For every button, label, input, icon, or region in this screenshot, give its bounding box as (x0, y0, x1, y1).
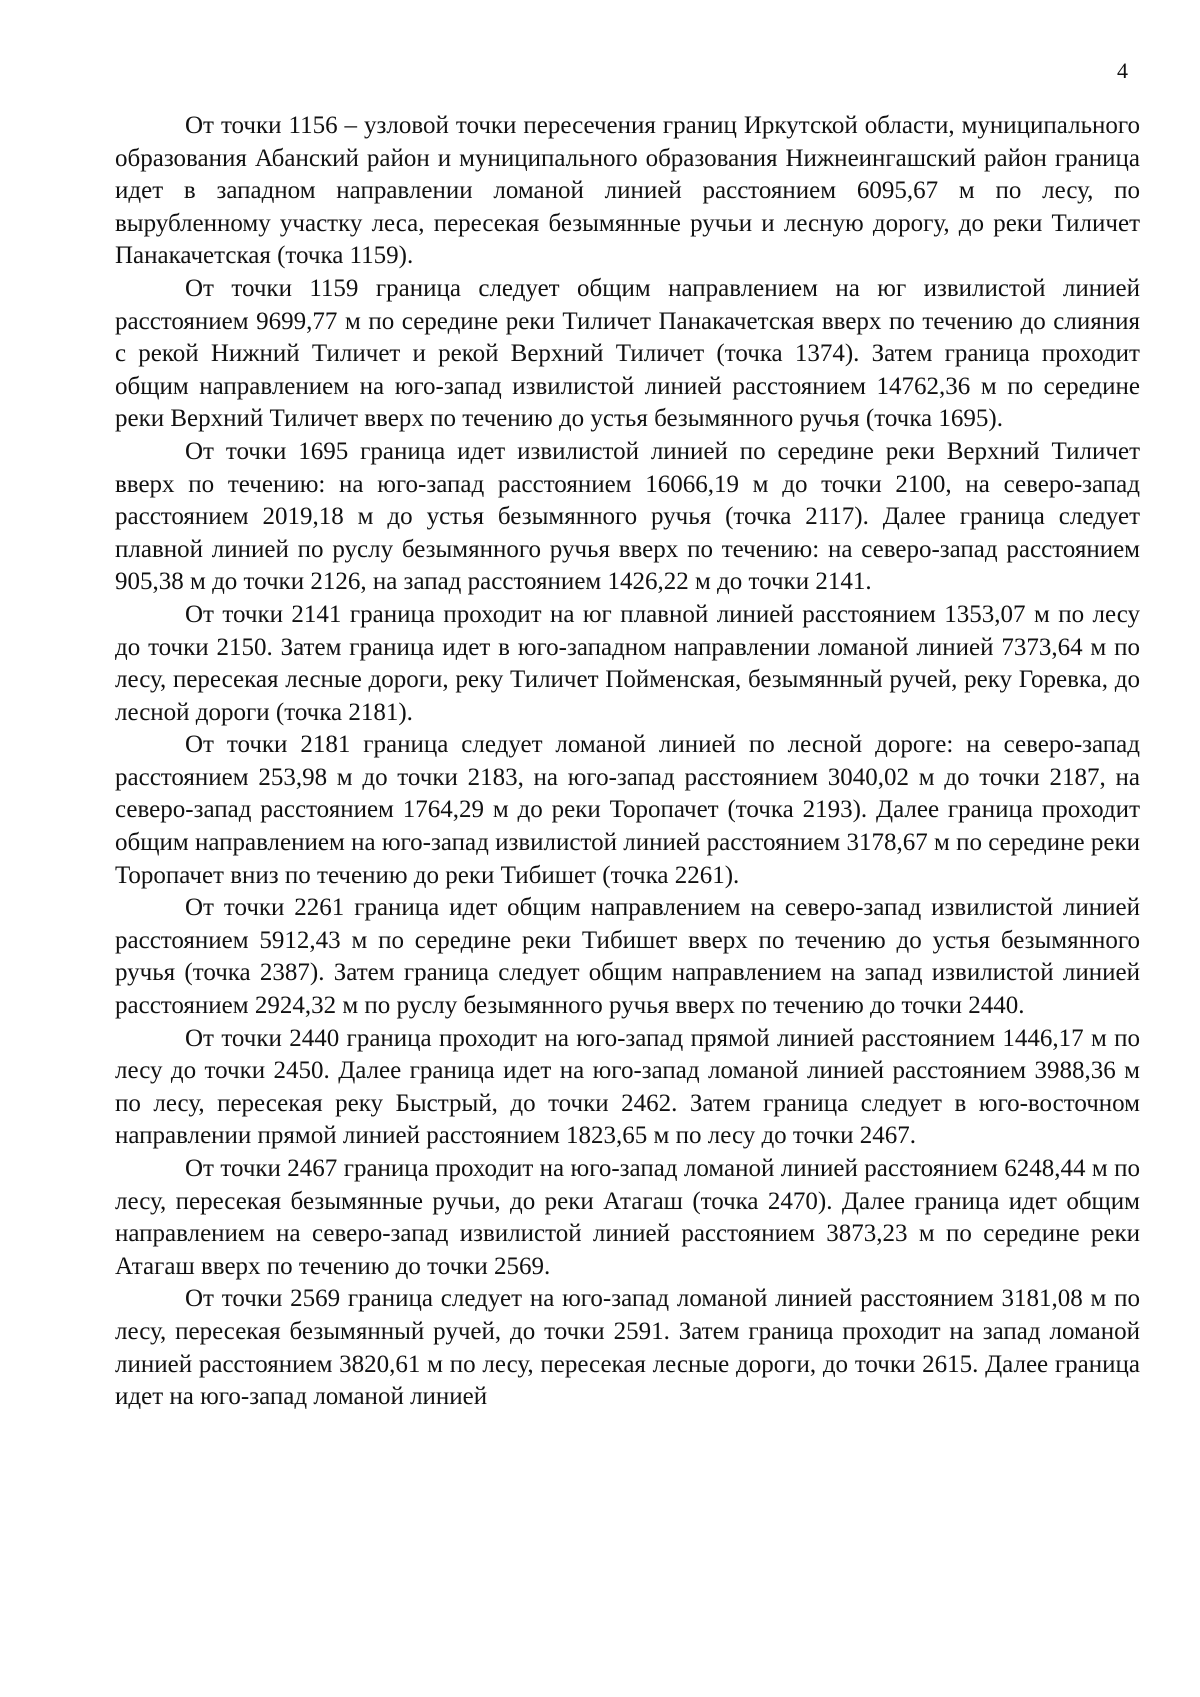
paragraph: От точки 2181 граница следует ломаной линией по лесной дороге: на северо-запад расстоянием 253,98 м до точки 2183, на юго-запад расстоянием 3040,02 м до точки 2187, на северо-запад расстоянием 1764,29 м до реки Торопачет (точка 2193). Далее граница проходит общим направлением на юго-запад извилистой линией расстоянием 3178,67 м по середине реки Торопачет вниз по течению до реки Тибишет (точка 2261). (115, 731, 1140, 889)
paragraph: От точки 1156 – узловой точки пересечения границ Иркутской области, муниципального образования Абанский район и муниципального образования Нижнеингашский район граница идет в западном направлении ломаной линией расстоянием 6095,67 м по лесу, по вырубленному участку леса, пересекая безымянные ручьи и лесную дорогу, до реки Тиличет Панакачетская (точка 1159). (115, 112, 1140, 270)
paragraph: От точки 1159 граница следует общим направлением на юг извилистой линией расстоянием 9699,77 м по середине реки Тиличет Панакачетская вверх по течению до слияния с рекой Нижний Тиличет и рекой Верхний Тиличет (точка 1374). Затем граница проходит общим направлением на юго-запад извилистой линией расстоянием 14762,36 м по середине реки Верхний Тиличет вверх по течению до устья безымянного ручья (точка 1695). (115, 274, 1140, 433)
paragraph: От точки 1695 граница идет извилистой линией по середине реки Верхний Тиличет вверх по течению: на юго-запад расстоянием 16066,19 м до точки 2100, на северо-запад расстоянием 2019,18 м до устья безымянного ручья (точка 2117). Далее граница следует плавной линией по руслу безымянного ручья вверх по течению: на северо-запад расстоянием 905,38 м до точки 2126, на запад расстоянием 1426,22 м до точки 2141. (115, 437, 1140, 596)
paragraph: От точки 2141 граница проходит на юг плавной линией расстоянием 1353,07 м по лесу до точки 2150. Затем граница идет в юго-западном направлении ломаной линией 7373,64 м по лесу, пересекая лесные дороги, реку Тиличет Пойменская, безымянный ручей, реку Горевка, до лесной дороги (точка 2181). (115, 600, 1140, 726)
paragraph: От точки 2467 граница проходит на юго-запад ломаной линией расстоянием 6248,44 м по лесу, пересекая безымянные ручьи, до реки Атагаш (точка 2470). Далее граница идет общим направлением на северо-запад извилистой линией расстоянием 3873,23 м по середине реки Атагаш вверх по течению до точки 2569. (115, 1155, 1140, 1280)
paragraph: От точки 2569 граница следует на юго-запад ломаной линией расстоянием 3181,08 м по лесу, пересекая безымянный ручей, до точки 2591. Затем граница проходит на запад ломаной линией расстоянием 3820,61 м по лесу, пересекая лесные дороги, до точки 2615. Далее граница идет на юго-запад ломаной линией (115, 1285, 1140, 1411)
paragraph: От точки 2261 граница идет общим направлением на северо-запад извилистой линией расстоянием 5912,43 м по середине реки Тибишет вверх по течению до устья безымянного ручья (точка 2387). Затем граница следует общим направлением на запад извилистой линией расстоянием 2924,32 м по руслу безымянного ручья вверх по течению до точки 2440. (115, 894, 1140, 1020)
document-body (115, 110, 1140, 1414)
page-number: 4 (1117, 58, 1128, 83)
paragraph: От точки 2440 граница проходит на юго-запад прямой линией расстоянием 1446,17 м по лесу до точки 2450. Далее граница идет на юго-запад ломаной линией расстоянием 3988,36 м по лесу, пересекая реку Быстрый, до точки 2462. Затем граница следует в юго-восточном направлении прямой линией расстоянием 1823,65 м по лесу до точки 2467. (115, 1024, 1140, 1150)
